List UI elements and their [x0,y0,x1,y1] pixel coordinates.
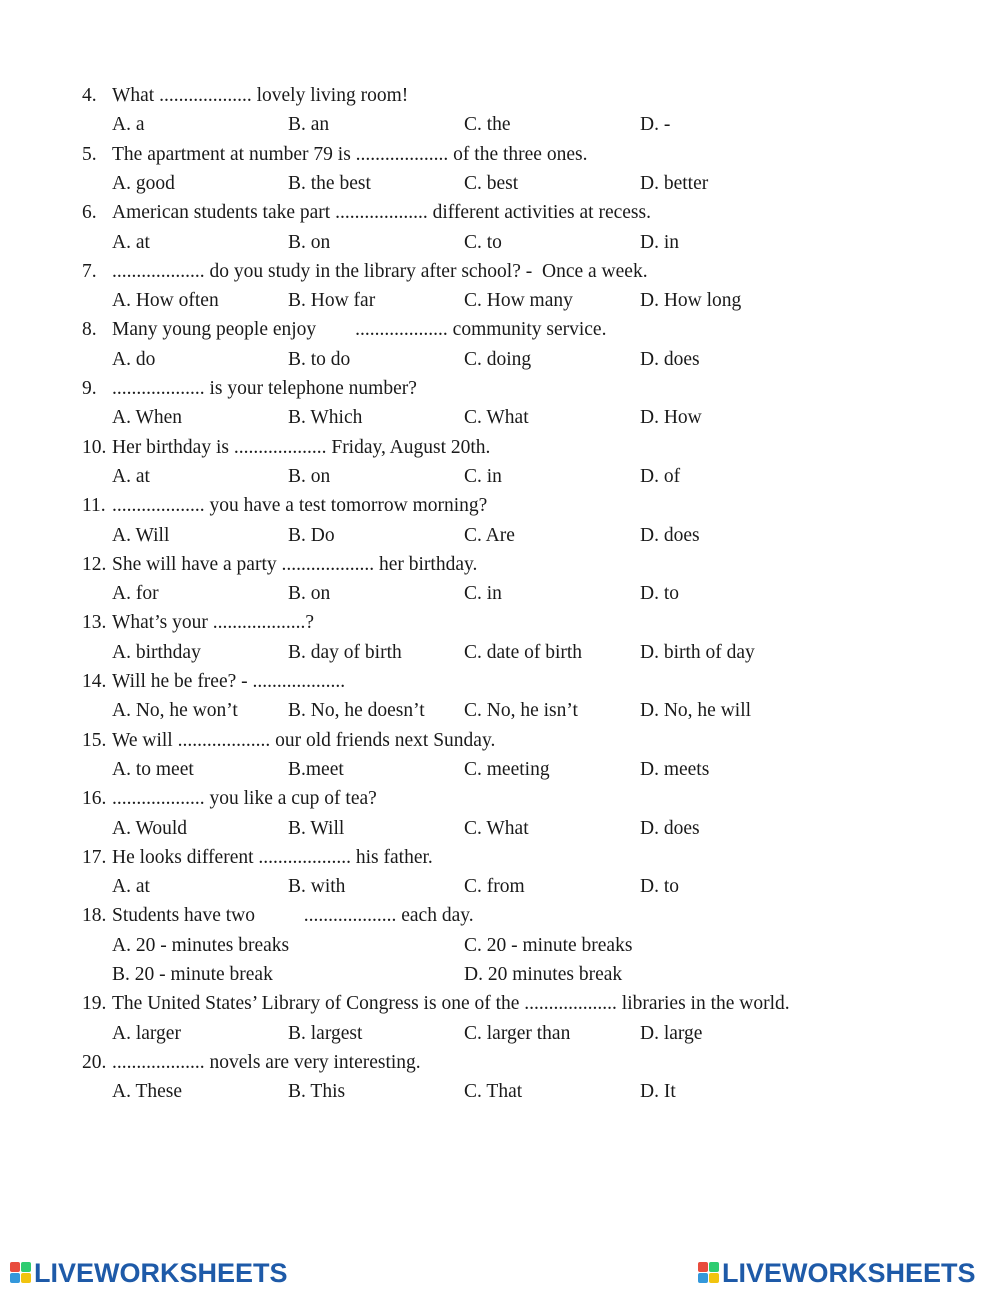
answer-option[interactable]: B. Do [288,524,335,546]
answer-option[interactable]: D. in [640,231,679,253]
answer-option[interactable]: C. That [464,1081,523,1103]
question-number: 14. [82,671,107,692]
answer-option[interactable]: B. 20 - minute break [112,964,273,985]
answer-option[interactable]: B. day of birth [288,641,402,663]
brand-logo-right [698,1258,976,1288]
question-text: She will have a party ................... her birthday. [112,553,478,575]
question-number: 10. [82,436,107,458]
answer-option[interactable]: A. good [112,172,175,194]
answer-option[interactable]: D. does [640,817,700,839]
answer-option[interactable]: A. a [112,114,145,136]
answer-option[interactable]: C. meeting [464,758,550,780]
answer-option[interactable]: D. birth of day [640,641,755,663]
answer-option[interactable]: A. When [112,407,183,429]
brand-name: LIVEWORKSHEETS [34,1257,288,1288]
question-line [82,901,982,930]
question-number: 20. [82,1051,107,1073]
question-line [82,1048,982,1077]
answer-option[interactable]: B. with [288,876,346,898]
question-number: 4. [82,85,97,106]
answer-option[interactable]: D. does [640,524,700,546]
answer-option[interactable]: B. How far [288,290,376,312]
question-number: 16. [82,788,107,810]
answer-option[interactable]: D. of [640,465,681,487]
question-text: Her birthday is ................... Friday, August 20th. [112,436,491,458]
answer-option[interactable]: D. large [640,1022,703,1044]
answer-option[interactable]: A. These [112,1081,183,1103]
answer-option[interactable]: C. to [464,231,502,253]
answer-option[interactable]: C. the [464,114,511,136]
answer-option[interactable]: B. No, he doesn’t [288,700,425,722]
question-text: We will ................... our old friends next Sunday. [112,729,496,751]
answer-option[interactable]: B. Which [288,407,363,429]
question-number: 11. [82,495,106,517]
question-number: 17. [82,846,107,868]
answer-option[interactable]: C. 20 - minute breaks [464,934,633,956]
question-text: The United States’ Library of Congress is one of the ................... libraries in the world. [112,993,790,1015]
answer-option[interactable]: C. What [464,817,529,839]
question-line [82,550,982,579]
answer-option[interactable]: C. best [464,172,519,194]
brand-logo-left [10,1258,288,1288]
answer-option[interactable]: D. How long [640,290,742,312]
question-line [82,989,982,1018]
brand-name: LIVEWORKSHEETS [722,1257,976,1288]
answer-option[interactable]: C. in [464,583,502,605]
answer-option[interactable]: B. on [288,583,331,605]
question-line [82,140,982,169]
question-text: The apartment at number 79 is ................... of the three ones. [112,143,588,165]
answer-option[interactable]: A. Will [112,524,170,546]
answer-option[interactable]: D. 20 minutes break [464,964,623,985]
answer-option[interactable]: C. doing [464,348,532,370]
answer-option[interactable]: C. in [464,465,502,487]
question-number: 13. [82,612,107,634]
question-text: Will he be free? - ................... [112,671,346,692]
answer-option[interactable]: C. How many [464,290,573,312]
question-text: What ................... lovely living room! [112,85,409,106]
answer-option[interactable]: A. at [112,465,150,487]
answer-option[interactable]: B. the best [288,172,371,194]
question-number: 12. [82,553,107,575]
answer-option[interactable]: A. larger [112,1022,181,1044]
answer-option[interactable]: B. Will [288,817,345,839]
question-line [82,81,982,110]
answer-option[interactable]: B.meet [288,758,344,780]
question-line [82,784,982,813]
answer-option[interactable]: C. What [464,407,529,429]
answer-option[interactable]: B. on [288,465,331,487]
question-number: 19. [82,993,107,1015]
answer-option[interactable]: A. 20 - minutes breaks [112,934,290,956]
answer-option[interactable]: B. an [288,114,330,136]
answer-option[interactable]: B. This [288,1081,346,1103]
liveworksheets-logo-icon [698,1262,720,1284]
question-number: 15. [82,729,107,751]
answer-option[interactable]: C. date of birth [464,641,583,663]
question-line [82,843,982,872]
question-text: ................... do you study in the library after school? - Once a week. [112,260,648,282]
question-text: He looks different ................... his father. [112,846,433,868]
answer-option[interactable]: D. How [640,407,702,429]
answer-option[interactable]: A. at [112,231,150,253]
answer-option[interactable]: A. at [112,876,150,898]
answer-option[interactable]: D. to [640,583,679,605]
question-line [82,726,982,755]
answer-option[interactable]: D. - [640,114,671,136]
answer-option[interactable]: C. No, he isn’t [464,700,578,722]
question-line [82,198,982,227]
answer-option[interactable]: D. It [640,1081,676,1103]
answer-option[interactable]: A. for [112,583,159,605]
question-number: 18. [82,905,107,927]
answer-option[interactable]: B. on [288,231,331,253]
answer-option[interactable]: D. No, he will [640,700,752,722]
answer-option[interactable]: A. do [112,348,156,370]
question-text: American students take part ................... different activities at recess. [112,202,651,224]
question-number: 7. [82,260,97,282]
answer-option[interactable]: C. from [464,876,525,898]
answer-option[interactable]: D. meets [640,758,710,780]
answer-option[interactable]: D. to [640,876,679,898]
answer-option[interactable]: D. better [640,172,709,194]
answer-option[interactable]: B. to do [288,348,351,370]
answer-option[interactable]: A. birthday [112,641,201,663]
question-number: 6. [82,202,97,224]
answer-option[interactable]: C. larger than [464,1022,571,1044]
liveworksheets-logo-icon [10,1262,32,1284]
answer-option[interactable]: A. No, he won’t [112,700,238,722]
question-text: Students have two ................... each day. [112,905,474,927]
question-text: ................... is your telephone number? [112,378,417,399]
question-text: ................... novels are very interesting. [112,1051,421,1073]
question-line [82,608,982,637]
question-line [82,667,982,696]
question-line [82,315,982,344]
question-number: 8. [82,319,97,341]
answer-option[interactable]: A. Would [112,817,187,839]
question-number: 9. [82,378,97,399]
answer-option[interactable]: D. does [640,348,700,370]
question-line [82,257,982,286]
question-line [82,433,982,462]
answer-option[interactable]: C. Are [464,524,515,546]
answer-option[interactable]: B. largest [288,1022,363,1044]
question-text: What’s your ...................? [112,612,315,634]
question-line [82,374,982,403]
answer-option[interactable]: A. How often [112,290,219,312]
answer-option[interactable]: A. to meet [112,758,194,780]
question-text: ................... you like a cup of tea? [112,788,377,810]
question-number: 5. [82,143,97,165]
question-text: ................... you have a test tomorrow morning? [112,495,488,517]
question-text: Many young people enjoy ................... community service. [112,319,607,341]
question-line [82,491,982,520]
